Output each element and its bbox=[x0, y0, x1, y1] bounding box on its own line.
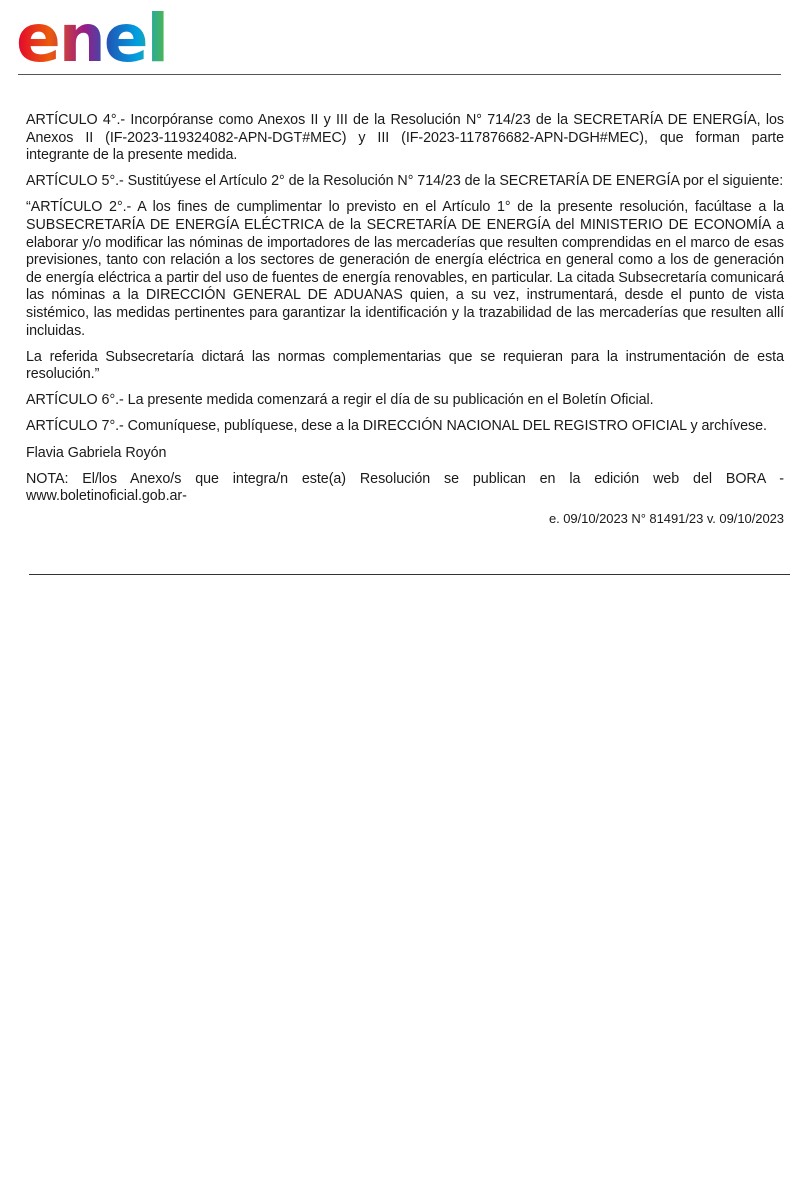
signatory-name: Flavia Gabriela Royón bbox=[26, 444, 167, 461]
page-header bbox=[0, 0, 800, 80]
header-divider bbox=[18, 74, 781, 75]
article-2-replacement: “ARTÍCULO 2°.- A los fines de cumplimentar lo previsto en el Artículo 1° de la presente resolución, facúltase a la SUBSECRETARÍA DE ENERGÍA ELÉCTRICA de la SECRETARÍA DE ENERGÍA del MINISTERIO DE ECONOMÍA a elaborar y/o modificar las nóminas de importadores de las mercaderías que resulten comprendidas en el marco de esas previsiones, tanto con relación a los sectores de generación de energía eléctrica en general como a los de generación de energía eléctrica a partir del uso de fuentes de energía renovables, en particular. La citada Subsecretaría comunicará las nóminas a la DIRECCIÓN GENERAL DE ADUANAS quien, a su vez, instrumentará, desde el punto de vista sistémico, las medidas pertinentes para garantizar la identificación y la trazabilidad de las mercaderías que resulten allí incluidas. bbox=[26, 199, 784, 339]
article-4: ARTÍCULO 4°.- Incorpóranse como Anexos II y III de la Resolución N° 714/23 de la SECRETARÍA DE ENERGÍA, los Anexos II (IF-2023-119324082-APN-DGT#MEC) y III (IF-2023-117876682-APN-DGH#MEC), que forman parte integrante de la presente medida. bbox=[26, 112, 784, 164]
article-5: ARTÍCULO 5°.- Sustitúyese el Artículo 2° de la Resolución N° 714/23 de la SECRETARÍA DE ENERGÍA por el siguiente: bbox=[26, 173, 784, 190]
annex-note: NOTA: El/los Anexo/s que integra/n este(a) Resolución se publican en la edición web del BORA -www.boletinoficial.gob.ar- bbox=[26, 470, 784, 505]
footer-divider bbox=[29, 574, 790, 575]
article-2-complement: La referida Subsecretaría dictará las normas complementarias que se requieran para la instrumentación de esta resolución.” bbox=[26, 348, 784, 383]
article-7: ARTÍCULO 7°.- Comuníquese, publíquese, dese a la DIRECCIÓN NACIONAL DEL REGISTRO OFICIAL y archívese. bbox=[26, 418, 767, 435]
publication-reference: e. 09/10/2023 N° 81491/23 v. 09/10/2023 bbox=[548, 511, 784, 527]
resolution-body bbox=[26, 112, 784, 536]
enel-logo bbox=[16, 4, 182, 68]
svg-text:enel: enel bbox=[16, 4, 168, 68]
article-6: ARTÍCULO 6°.- La presente medida comenzará a regir el día de su publicación en el Boletín Oficial. bbox=[26, 392, 654, 409]
